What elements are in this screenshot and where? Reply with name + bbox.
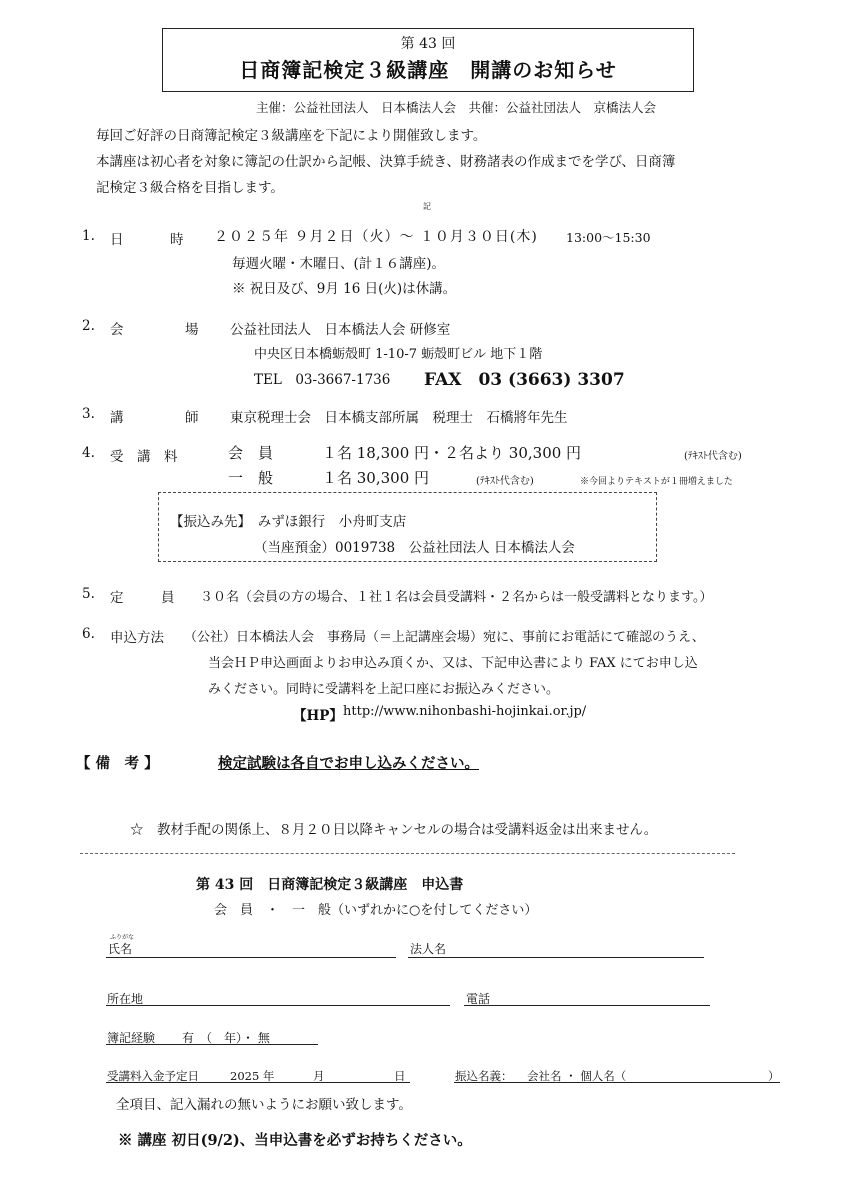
item-number-6: 6. bbox=[82, 626, 95, 642]
fee-general-value: １名 30,300 円 bbox=[322, 469, 430, 487]
venue-address: 中央区日本橋蛎殻町 1-10-7 蛎殻町ビル 地下１階 bbox=[254, 347, 543, 362]
lecturer-value: 東京税理士会 日本橋支部所属 税理士 石橋將年先生 bbox=[230, 410, 568, 426]
fee-member-label: 会 員 bbox=[228, 444, 274, 462]
fee-member-note: (ﾃｷｽﾄ代含む) bbox=[684, 451, 742, 462]
transfer-label: 振込名義： bbox=[455, 1069, 513, 1083]
venue-label-a: 会 bbox=[110, 322, 124, 338]
fee-general-note: (ﾃｷｽﾄ代含む) bbox=[476, 476, 534, 487]
item-number-1: 1. bbox=[82, 228, 95, 244]
apply-line-2: 当会ＨＰ申込画面よりお申込み頂くか、又は、下記申込書により FAX にてお申し込 bbox=[208, 656, 698, 671]
bank-line-2: （当座預金）0019738 公益社団法人 日本橋法人会 bbox=[254, 540, 575, 556]
dates-sub-2: ※ 祝日及び、9月 16 日(火)は休講。 bbox=[232, 281, 457, 297]
intro-line-2: 本講座は初心者を対象に簿記の仕訳から記帳、決算手続き、財務諸表の作成までを学び、日商簿 bbox=[96, 154, 676, 170]
dates-label-b: 時 bbox=[170, 232, 184, 248]
payment-day: 日 bbox=[394, 1069, 406, 1083]
ki-label: 記 bbox=[423, 202, 431, 211]
venue-fax: FAX 03 (3663) 3307 bbox=[424, 370, 625, 390]
remarks-value: 検定試験は各自でお申し込みください。 bbox=[218, 755, 479, 772]
experience-field[interactable] bbox=[106, 1044, 318, 1045]
phone-label: 電話 bbox=[466, 992, 491, 1006]
transfer-value: 会社名 ・ 個人名（ bbox=[527, 1069, 627, 1083]
name-ruby: ふりがな bbox=[110, 934, 135, 941]
hp-url-link[interactable]: http://www.nihonbashi-hojinkai.or.jp/ bbox=[343, 704, 587, 719]
title-box bbox=[162, 28, 694, 92]
address-label: 所在地 bbox=[107, 992, 144, 1006]
corp-label: 法人名 bbox=[410, 942, 447, 956]
page-title: 日商簿記検定３級講座 開講のお知らせ bbox=[239, 58, 617, 82]
experience-value: 有 （ 年）・ 無 bbox=[182, 1031, 270, 1045]
intro-line-3: 記検定３級合格を目指します。 bbox=[96, 180, 284, 196]
organizers: 主催：公益社団法人 日本橋法人会 共催：公益社団法人 京橋法人会 bbox=[256, 100, 657, 115]
apply-line-1: （公社）日本橋法人会 事務局（＝上記講座会場）宛に、事前にお電話にて確認のうえ、 bbox=[184, 630, 705, 645]
payment-year: 2025 年 bbox=[230, 1069, 275, 1083]
dates-sub-1: 毎週火曜・木曜日、(計１６講座)。 bbox=[232, 256, 446, 272]
edition-label: 第 43 回 bbox=[400, 36, 456, 52]
apply-line-3: みください。同時に受講料を上記口座にお振込みください。 bbox=[208, 682, 560, 697]
venue-tel: TEL 03-3667-1736 bbox=[254, 372, 391, 388]
item-number-2: 2. bbox=[82, 318, 95, 334]
item-number-4: 4. bbox=[82, 445, 95, 461]
cut-line-divider bbox=[80, 853, 735, 854]
dates-main: ２０２５年 ９月２日（火）～ １０月３０日(木) bbox=[214, 229, 538, 245]
intro-line-1: 毎回ご好評の日商簿記検定３級講座を下記により開催致します。 bbox=[96, 128, 487, 144]
fee-member-value: １名 18,300 円・２名より 30,300 円 bbox=[322, 444, 582, 462]
remarks-label: 【 備 考 】 bbox=[76, 755, 159, 772]
fee-label: 受 講 料 bbox=[110, 449, 178, 465]
transfer-name-field[interactable] bbox=[454, 1082, 780, 1083]
item-number-5: 5. bbox=[82, 586, 95, 602]
cancellation-note: ☆ 教材手配の関係上、８月２０日以降キャンセルの場合は受講料返金は出来ません。 bbox=[130, 822, 658, 838]
form-type-line: 会 員 ・ 一 般（いずれかに○を付してください） bbox=[214, 903, 538, 918]
hp-label: 【HP】 bbox=[293, 708, 343, 724]
transfer-close: ） bbox=[768, 1069, 780, 1083]
payment-label: 受講料入金予定日 bbox=[107, 1069, 199, 1083]
payment-date-field[interactable] bbox=[106, 1082, 410, 1083]
bank-line-1: 【振込み先】 みずほ銀行 小舟町支店 bbox=[170, 514, 407, 530]
capacity-label-b: 員 bbox=[161, 590, 175, 606]
venue-label-b: 場 bbox=[185, 322, 199, 338]
capacity-label-a: 定 bbox=[110, 590, 124, 606]
item-number-3: 3. bbox=[82, 406, 95, 422]
phone-field[interactable] bbox=[464, 1005, 710, 1006]
fee-general-label: 一 般 bbox=[228, 469, 274, 487]
fill-note: 全項目、記入漏れの無いようにお願い致します。 bbox=[116, 1097, 412, 1113]
lecturer-label-a: 講 bbox=[110, 410, 124, 426]
payment-month: 月 bbox=[313, 1069, 325, 1083]
bring-note: ※ 講座 初日(9/2)、当申込書を必ずお持ちください。 bbox=[118, 1132, 472, 1149]
address-field[interactable] bbox=[106, 1005, 450, 1006]
name-field[interactable] bbox=[106, 957, 396, 958]
form-title: 第 43 回 日商簿記検定３級講座 申込書 bbox=[196, 877, 464, 893]
name-label: 氏名 bbox=[108, 942, 133, 956]
dates-time: 13:00～15:30 bbox=[566, 230, 651, 245]
corp-field[interactable] bbox=[408, 957, 704, 958]
fee-extra-note: ※今回よりテキストが１冊増えました bbox=[580, 477, 733, 487]
dates-label-a: 日 bbox=[110, 232, 124, 248]
capacity-value: ３０名（会員の方の場合、１社１名は会員受講料・２名からは一般受講料となります。） bbox=[200, 590, 713, 605]
venue-name: 公益社団法人 日本橋法人会 研修室 bbox=[230, 322, 451, 338]
experience-label: 簿記経験 bbox=[107, 1031, 156, 1045]
apply-label: 申込方法 bbox=[110, 630, 164, 646]
lecturer-label-b: 師 bbox=[185, 410, 199, 426]
